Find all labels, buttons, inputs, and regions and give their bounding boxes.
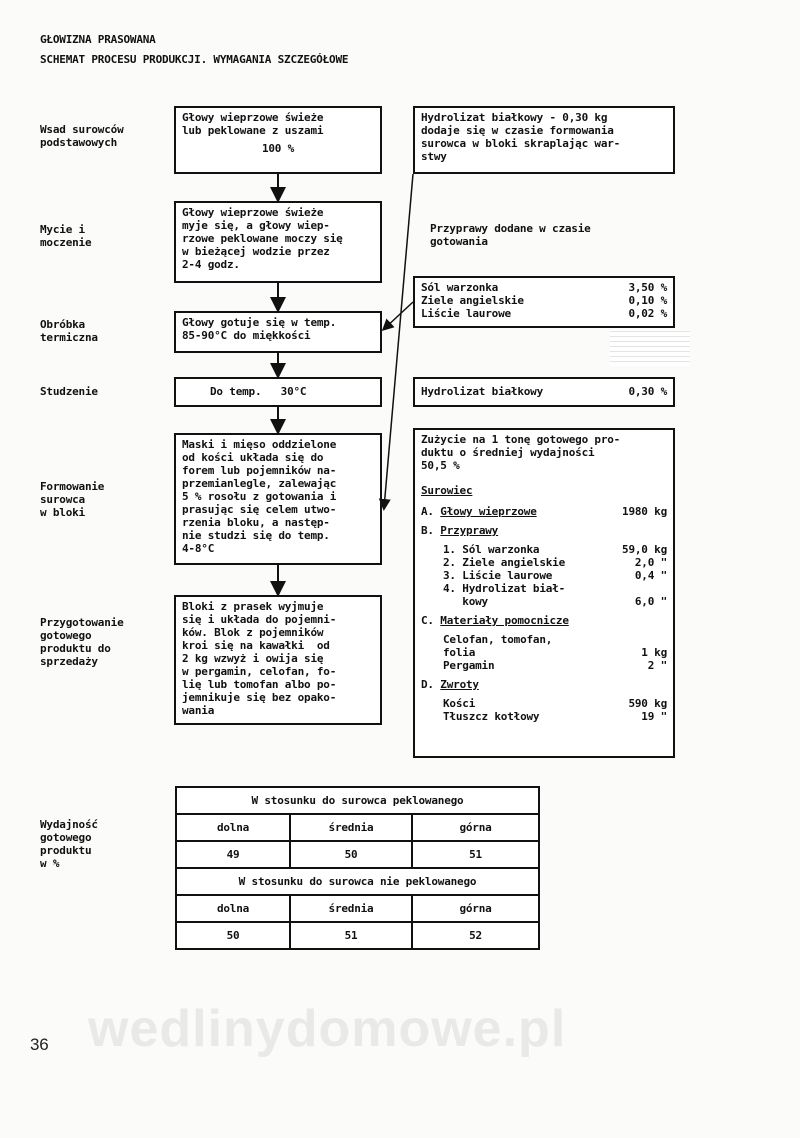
section-b: B. Przyprawy: [421, 524, 499, 537]
table-row: [176, 841, 539, 868]
table-cell: 50: [290, 841, 412, 868]
table-row: [176, 922, 539, 949]
spice-row: Liście laurowe 0,02 %: [421, 307, 667, 320]
spice-row: Sól warzonka 3,50 %: [421, 281, 667, 294]
col-header: dolna: [176, 895, 290, 922]
scan-artifact: [610, 330, 690, 366]
section-c: C. Materiały pomocnicze: [421, 614, 569, 627]
stage-label-input: Wsad surowców podstawowych: [40, 123, 124, 149]
section-c-items: Celofan, tomofan, folia 1 kg Pergamin 2 ": [443, 633, 667, 672]
watermark: wedlinydomowe.pl: [88, 1000, 567, 1058]
consumption-box: Zużycie na 1 tonę gotowego pro- duktu o średniej wydajności 50,5 % Surowiec A. Głowy wieprzowe 1980 kg B. Przyprawy 1. Sól warzonka 59,0 kg 2. Ziele angielskie 2,0 " 3. Liście laurowe 0,4 " 4. Hydrolizat biał- kowy 6,0 " C. Materiały pomocnicze Celofan, tomofan, folia 1 kg Pergamin 2 " D. Zwroty Kości 590 kg Tłuszcz kotłowy 19 ": [413, 428, 675, 758]
yield-label: Wydajność gotowego produktu w %: [40, 818, 98, 870]
process-box-input: Głowy wieprzowe świeże lub peklowane z uszami 100 %: [174, 106, 382, 174]
arrow-spices-to-heat: [384, 302, 413, 329]
process-box-heat-treatment: Głowy gotuje się w temp. 85-90°C do miękkości: [174, 311, 382, 353]
yield-table: [175, 786, 540, 950]
section-a: A. Głowy wieprzowe 1980 kg: [421, 505, 667, 518]
process-box-forming: Maski i mięso oddzielone od kości układa się do forem lub pojemników na- przemianlegle, zalewając 5 % rosołu z gotowania i prasując się celem utwo- rzenia bloku, a następ- nie studzi się do temp. 4-8°C: [174, 433, 382, 565]
table-cell: 51: [290, 922, 412, 949]
cured-title: W stosunku do surowca peklowanego: [176, 787, 539, 814]
uncured-title: W stosunku do surowca nie peklowanego: [176, 868, 539, 895]
col-header: średnia: [290, 814, 412, 841]
col-header: górna: [412, 814, 539, 841]
stage-label-forming: Formowanie surowca w bloki: [40, 480, 105, 519]
section-d: D. Zwroty: [421, 678, 479, 691]
document-subtitle: SCHEMAT PROCESU PRODUKCJI. WYMAGANIA SZCZEGÓŁOWE: [40, 53, 349, 66]
table-row: [176, 814, 539, 841]
table-cell: 51: [412, 841, 539, 868]
spices-box: [413, 276, 675, 328]
spice-row: Ziele angielskie 0,10 %: [421, 294, 667, 307]
stage-label-preparation: Przygotowanie gotowego produktu do sprzedaży: [40, 616, 124, 668]
stage-label-washing: Mycie i moczenie: [40, 223, 92, 249]
hydrolizat-box: Hydrolizat białkowy 0,30 %: [413, 377, 675, 407]
arrow-hydrolizat-to-forming: [384, 174, 413, 508]
table-cell: 50: [176, 922, 290, 949]
section-d-items: Kości 590 kg Tłuszcz kotłowy 19 ": [443, 697, 667, 723]
stage-label-heat-treatment: Obróbka termiczna: [40, 318, 98, 344]
col-header: średnia: [290, 895, 412, 922]
page-number: 36: [30, 1035, 49, 1054]
process-box-cooling: Do temp. 30°C: [174, 377, 382, 407]
hydrolizat-note-box: Hydrolizat białkowy - 0,30 kg dodaje się w czasie formowania surowca w bloki skraplając war- stwy: [413, 106, 675, 174]
section-b-items: 1. Sól warzonka 59,0 kg 2. Ziele angielskie 2,0 " 3. Liście laurowe 0,4 " 4. Hydrolizat biał- kowy 6,0 ": [443, 543, 667, 608]
process-box-washing: Głowy wieprzowe świeże myje się, a głowy wiep- rzowe peklowane moczy się w bieżącej wodzie przez 2-4 godz.: [174, 201, 382, 283]
spices-note: Przyprawy dodane w czasie gotowania: [430, 222, 591, 248]
surowiec-heading: Surowiec: [421, 484, 473, 497]
table-row: [176, 868, 539, 895]
table-cell: 49: [176, 841, 290, 868]
stage-label-cooling: Studzenie: [40, 385, 98, 398]
process-box-preparation: Bloki z prasek wyjmuje się i układa do pojemni- ków. Blok z pojemników kroi się na kawałki od 2 kg wzwyż i owija się w pergamin, celofan, fo- lię lub tomofan albo po- jemnikuje się bez opako- wania: [174, 595, 382, 725]
table-cell: 52: [412, 922, 539, 949]
table-row: [176, 895, 539, 922]
col-header: górna: [412, 895, 539, 922]
table-row: [176, 787, 539, 814]
document-title: GŁOWIZNA PRASOWANA: [40, 33, 156, 46]
col-header: dolna: [176, 814, 290, 841]
